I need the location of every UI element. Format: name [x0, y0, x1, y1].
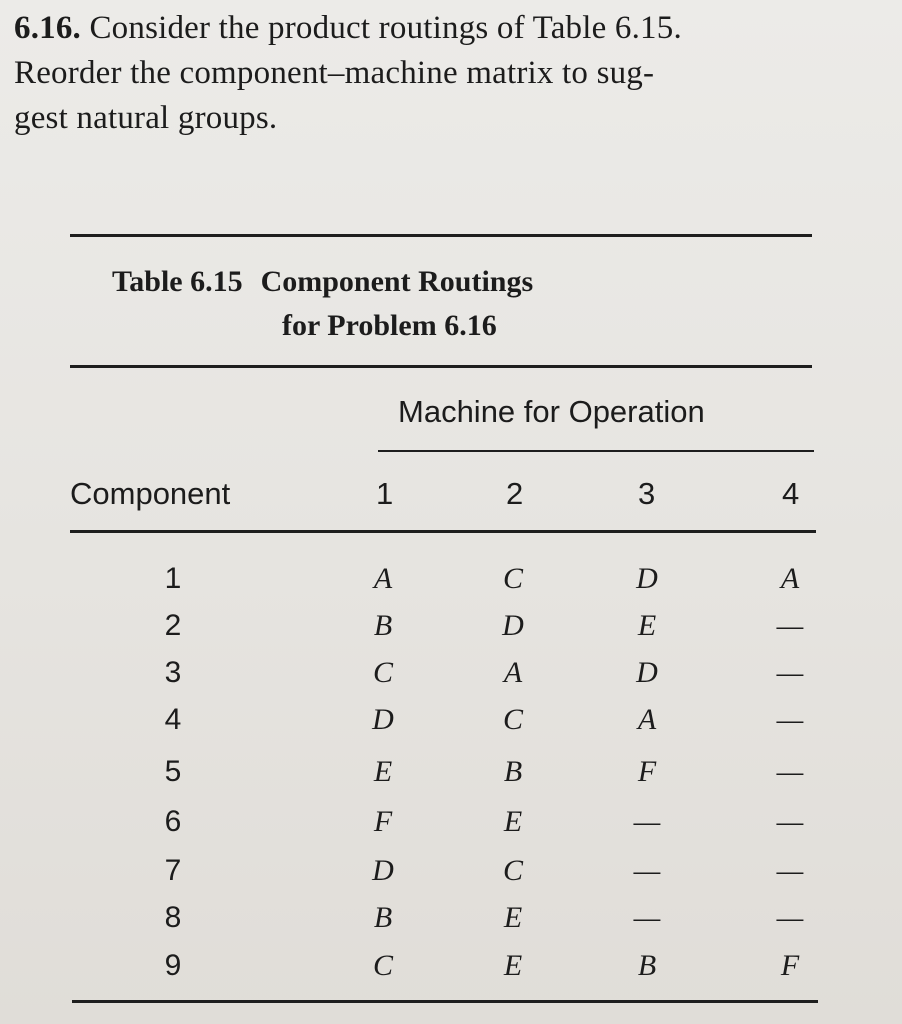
component-number: 7 [164, 854, 182, 887]
operation-2-machine: C [502, 562, 523, 595]
operation-1-machine: C [372, 949, 393, 982]
component-column-header: Component [70, 476, 231, 511]
table-bottom-rule [72, 1000, 818, 1003]
operation-1-machine: F [373, 805, 393, 838]
operation-1-machine: E [373, 755, 393, 788]
operation-1-machine: B [373, 901, 393, 934]
problem-number: 6.16. [14, 10, 81, 46]
operation-1-machine: C [372, 656, 393, 689]
operation-2-machine: B [503, 755, 523, 788]
operation-3-machine: A [637, 703, 657, 736]
operation-2-machine: E [503, 901, 523, 934]
problem-line-2: Reorder the component–machine matrix to sug- [14, 55, 655, 91]
operation-3-machine: — [633, 805, 661, 838]
operation-4-machine: — [776, 854, 804, 887]
operation-4-machine: — [776, 901, 804, 934]
operation-2-machine: E [503, 949, 523, 982]
operation-1-machine: B [373, 609, 393, 642]
problem-statement [14, 6, 874, 141]
machine-for-operation-header: Machine for Operation [398, 394, 705, 429]
operation-header-3: 3 [638, 476, 656, 511]
component-number: 1 [164, 562, 182, 595]
operation-4-machine: — [776, 703, 804, 736]
table-label: Table 6.15 [112, 265, 243, 298]
problem-line-3: gest natural groups. [14, 100, 278, 136]
operation-4-machine: — [776, 805, 804, 838]
operation-3-machine: F [637, 755, 657, 788]
operation-4-machine: A [780, 562, 800, 595]
operation-2-machine: C [502, 854, 523, 887]
component-number: 9 [164, 949, 182, 982]
table-caption [112, 260, 832, 348]
operation-4-machine: — [776, 656, 804, 689]
operation-1-machine: D [372, 854, 394, 887]
operation-3-machine: B [637, 949, 657, 982]
operation-1-machine: D [372, 703, 394, 736]
operation-2-machine: D [502, 609, 524, 642]
component-number: 2 [164, 609, 182, 642]
operation-3-machine: — [633, 854, 661, 887]
operation-3-machine: D [636, 562, 658, 595]
operation-header-1: 1 [376, 476, 394, 511]
problem-line-1: 6.16. Consider the product routings of Table 6.15. [14, 10, 682, 46]
operation-4-machine: — [776, 609, 804, 642]
component-number: 6 [164, 805, 182, 838]
component-number: 3 [164, 656, 182, 689]
group-header-rule [378, 450, 814, 452]
operation-4-machine: F [780, 949, 800, 982]
operation-header-4: 4 [782, 476, 800, 511]
table-title-line-2: for Problem 6.16 [282, 309, 497, 342]
operation-4-machine: — [776, 755, 804, 788]
table-top-rule [70, 234, 812, 237]
operation-3-machine: E [637, 609, 657, 642]
operation-1-machine: A [373, 562, 393, 595]
component-number: 8 [164, 901, 182, 934]
operation-2-machine: E [503, 805, 523, 838]
caption-bottom-rule [70, 365, 812, 368]
component-number: 4 [164, 703, 182, 736]
table-title-line-1: Component Routings [260, 265, 534, 298]
component-number: 5 [164, 755, 182, 788]
operation-header-2: 2 [506, 476, 524, 511]
operation-3-machine: — [633, 901, 661, 934]
operation-2-machine: A [503, 656, 523, 689]
header-bottom-rule [70, 530, 816, 533]
operation-2-machine: C [502, 703, 523, 736]
operation-3-machine: D [636, 656, 658, 689]
